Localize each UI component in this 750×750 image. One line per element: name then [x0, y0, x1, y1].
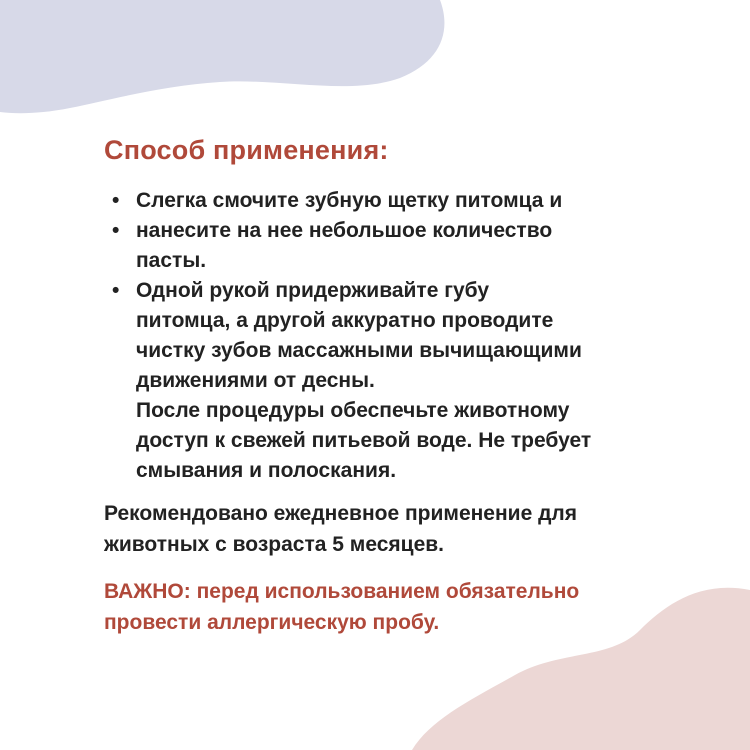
instructions-heading: Способ применения: — [104, 135, 389, 165]
bullet-icon: • — [112, 219, 120, 242]
recommendation-text: Рекомендовано ежедневное применение для животных с возраста 5 месяцев. — [104, 502, 578, 556]
bullet-icon: • — [112, 189, 120, 212]
bullet-icon: • — [112, 279, 120, 302]
steps-list — [110, 186, 710, 486]
step-text: Одной рукой придерживайте губу питомца, а другой аккуратно проводите чистку зубов массажными вычищающими движениями от десны. После процедуры обеспечьте животному доступ к свежей питьевой воде. Не требует смывания и полоскания. — [136, 279, 592, 482]
step-item — [110, 216, 710, 276]
step-text: нанесите на нее небольшое количество пасты. — [136, 219, 553, 272]
step-text: Слегка смочите зубную щетку питомца и — [136, 189, 563, 212]
warning-text: ВАЖНО: перед использованием обязательно провести аллергическую пробу. — [104, 580, 580, 634]
step-item — [110, 276, 710, 486]
step-item — [110, 186, 710, 216]
